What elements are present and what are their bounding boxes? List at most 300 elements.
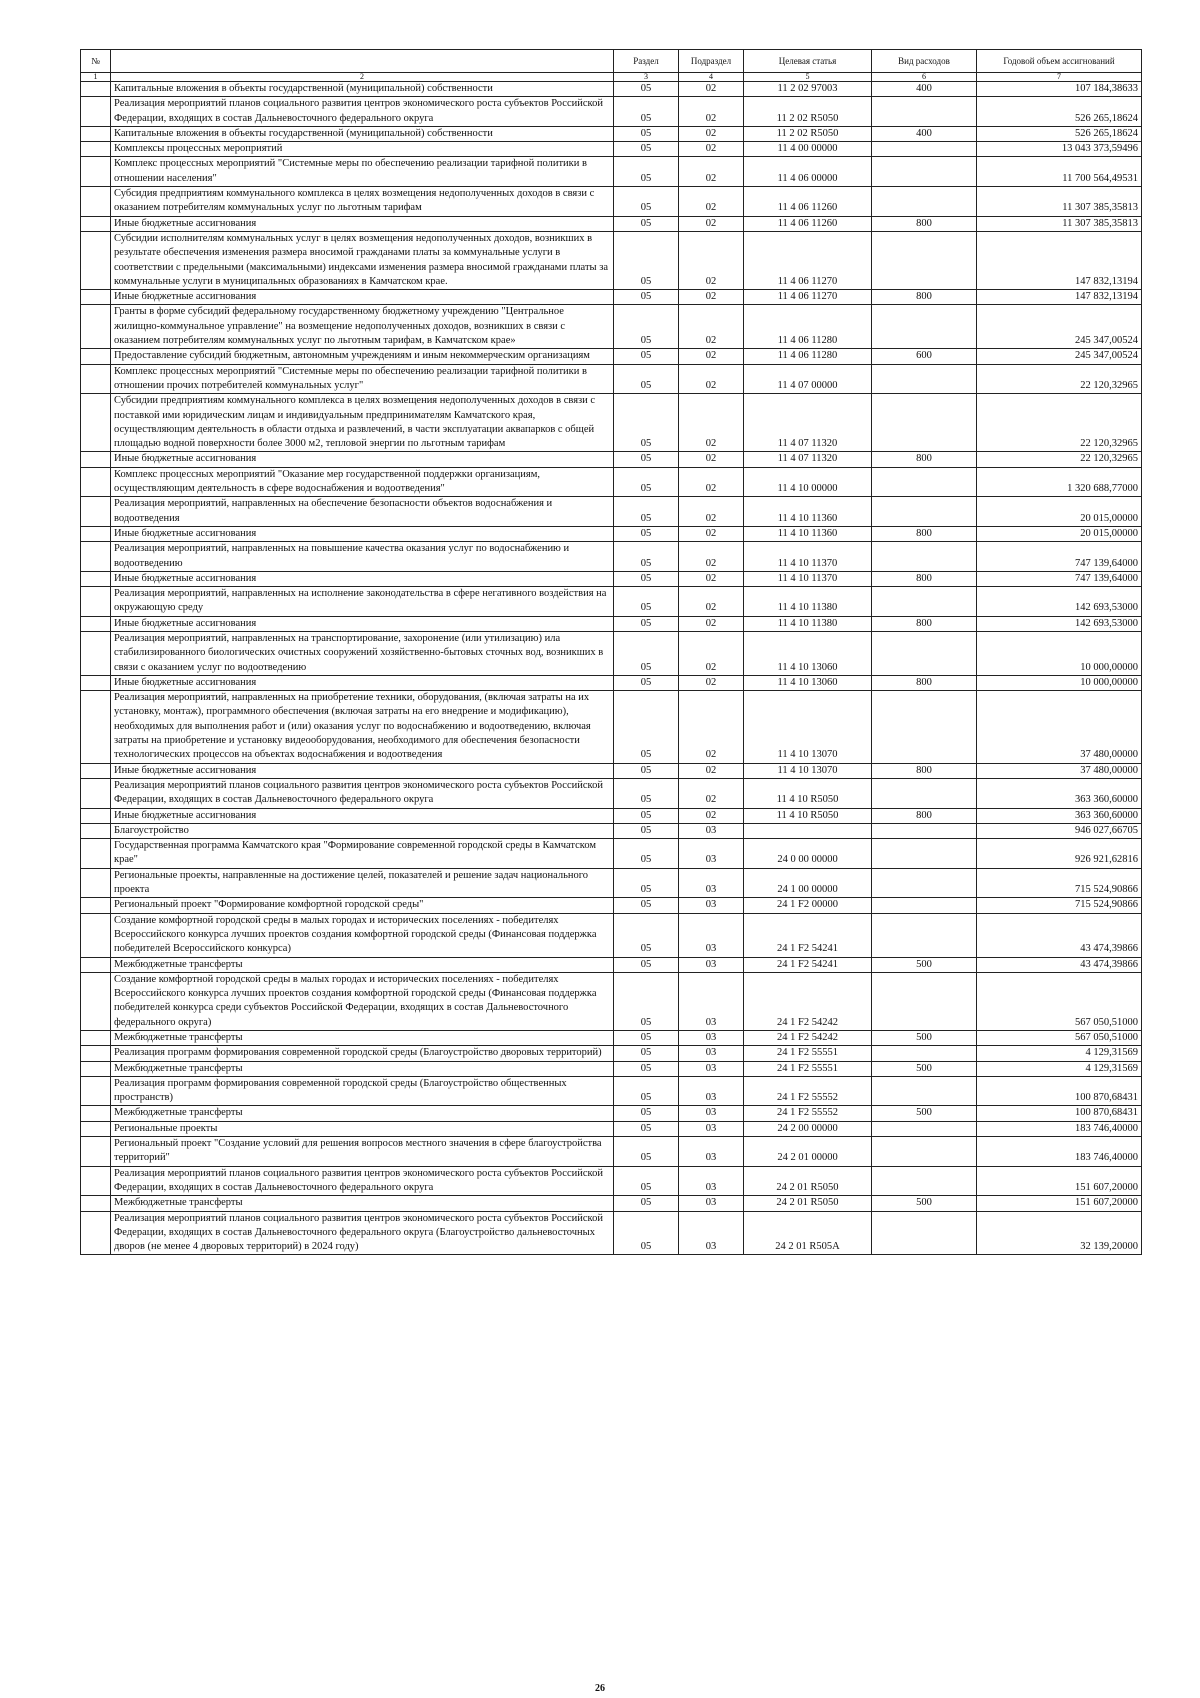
cell-sum: 567 050,51000 — [977, 1031, 1142, 1046]
cell-vid — [872, 394, 977, 452]
cell-vid: 600 — [872, 349, 977, 364]
cell-tselevaya: 11 4 10 13060 — [744, 675, 872, 690]
cell-tselevaya: 24 1 F2 55552 — [744, 1106, 872, 1121]
cell-razdel: 05 — [614, 305, 679, 349]
table-row — [81, 349, 1142, 364]
cell-name: Субсидии исполнителям коммунальных услуг в целях возмещения недополученных доходов, возникших в результате обеспечения изменения размера вносимой гражданами платы за коммунальные услуги в соответствии с предельными (максимальными) индексами изменения размера вносимой гражданами платы за коммунальные услуги в муниципальных образованиях в Камчатском крае. — [111, 231, 614, 289]
cell-sum: 10 000,00000 — [977, 631, 1142, 675]
cell-no — [81, 290, 111, 305]
cell-sum: 32 139,20000 — [977, 1211, 1142, 1255]
cell-name: Реализация мероприятий, направленных на исполнение законодательства в сфере негативного воздействия на окружающую среду — [111, 587, 614, 617]
cell-no — [81, 1166, 111, 1196]
cell-tselevaya: 24 2 01 R5050 — [744, 1166, 872, 1196]
cell-name: Реализация мероприятий планов социального развития центров экономического роста субъектов Российской Федерации, входящих в состав Дальневосточного федерального округа — [111, 778, 614, 808]
table-row — [81, 1196, 1142, 1211]
table-row — [81, 839, 1142, 869]
cell-name: Субсидии предприятиям коммунального комплекса в целях возмещения недополученных доходов в связи с поставкой ими юридическим лицам и индивидуальным предпринимателям Камчатского края, осуществляющим деятельность в области отдыха и развлечений, в части эксплуатации аквапарков с общей площадью водной поверхности более 3000 м2, тепловой энергии по льготным тарифам — [111, 394, 614, 452]
table-row — [81, 763, 1142, 778]
column-number: 6 — [872, 73, 977, 82]
cell-razdel: 05 — [614, 526, 679, 541]
cell-name: Иные бюджетные ассигнования — [111, 616, 614, 631]
cell-sum: 183 746,40000 — [977, 1121, 1142, 1136]
cell-podrazdel: 03 — [679, 1137, 744, 1167]
cell-podrazdel: 02 — [679, 808, 744, 823]
cell-razdel: 05 — [614, 913, 679, 957]
table-row — [81, 868, 1142, 898]
table-row — [81, 898, 1142, 913]
table-row — [81, 631, 1142, 675]
cell-no — [81, 305, 111, 349]
cell-tselevaya: 24 1 F2 54242 — [744, 972, 872, 1030]
cell-podrazdel: 03 — [679, 1106, 744, 1121]
header-no: № — [81, 50, 111, 73]
cell-tselevaya: 24 2 00 00000 — [744, 1121, 872, 1136]
cell-razdel: 05 — [614, 97, 679, 127]
cell-name: Иные бюджетные ассигнования — [111, 526, 614, 541]
cell-tselevaya: 24 1 00 00000 — [744, 868, 872, 898]
cell-sum: 11 307 385,35813 — [977, 216, 1142, 231]
cell-sum: 22 120,32965 — [977, 364, 1142, 394]
cell-no — [81, 467, 111, 497]
cell-sum: 526 265,18624 — [977, 97, 1142, 127]
cell-podrazdel: 03 — [679, 839, 744, 869]
cell-razdel: 05 — [614, 631, 679, 675]
cell-vid — [872, 1121, 977, 1136]
cell-podrazdel: 03 — [679, 823, 744, 838]
cell-sum: 107 184,38633 — [977, 82, 1142, 97]
cell-razdel: 05 — [614, 1196, 679, 1211]
table-row — [81, 972, 1142, 1030]
cell-no — [81, 868, 111, 898]
cell-name: Реализация мероприятий, направленных на приобретение техники, оборудования, (включая затраты на их установку, монтаж), программного обеспечения (включая затраты на его внедрение и модификацию), необходимых для выполнения работ и (или) оказания услуг по водоснабжению и водоотведению, включая затраты на приобретение и установку видеооборудования, необходимого для обеспечения безопасности технологических процессов на объектах водоснабжения и водоотведения — [111, 691, 614, 763]
cell-podrazdel: 03 — [679, 1061, 744, 1076]
cell-vid: 800 — [872, 526, 977, 541]
cell-razdel: 05 — [614, 823, 679, 838]
cell-razdel: 05 — [614, 778, 679, 808]
cell-vid: 500 — [872, 1061, 977, 1076]
cell-tselevaya: 11 4 07 00000 — [744, 364, 872, 394]
table-row — [81, 467, 1142, 497]
cell-vid — [872, 1166, 977, 1196]
cell-sum: 11 307 385,35813 — [977, 187, 1142, 217]
page-number: 26 — [595, 1683, 605, 1694]
cell-name: Капитальные вложения в объекты государственной (муниципальной) собственности — [111, 126, 614, 141]
cell-no — [81, 691, 111, 763]
table-row — [81, 82, 1142, 97]
cell-name: Реализация мероприятий, направленных на повышение качества оказания услуг по водоснабжению и водоотведению — [111, 542, 614, 572]
cell-podrazdel: 03 — [679, 972, 744, 1030]
cell-no — [81, 675, 111, 690]
header-name — [111, 50, 614, 73]
cell-tselevaya: 11 4 06 11280 — [744, 349, 872, 364]
cell-podrazdel: 03 — [679, 868, 744, 898]
cell-tselevaya: 11 4 06 11260 — [744, 216, 872, 231]
cell-no — [81, 526, 111, 541]
cell-podrazdel: 02 — [679, 571, 744, 586]
cell-podrazdel: 02 — [679, 216, 744, 231]
cell-name: Региональные проекты, направленные на достижение целей, показателей и решение задач национального проекта — [111, 868, 614, 898]
cell-tselevaya: 11 4 06 11260 — [744, 187, 872, 217]
cell-no — [81, 972, 111, 1030]
cell-vid — [872, 868, 977, 898]
cell-razdel: 05 — [614, 126, 679, 141]
cell-razdel: 05 — [614, 1031, 679, 1046]
cell-sum: 22 120,32965 — [977, 394, 1142, 452]
cell-no — [81, 497, 111, 527]
cell-podrazdel: 02 — [679, 394, 744, 452]
cell-tselevaya: 24 1 F2 54242 — [744, 1031, 872, 1046]
cell-podrazdel: 03 — [679, 898, 744, 913]
cell-tselevaya: 24 1 F2 55551 — [744, 1061, 872, 1076]
cell-vid: 500 — [872, 1031, 977, 1046]
cell-sum: 363 360,60000 — [977, 808, 1142, 823]
cell-razdel: 05 — [614, 364, 679, 394]
cell-podrazdel: 03 — [679, 913, 744, 957]
cell-vid — [872, 1046, 977, 1061]
cell-podrazdel: 02 — [679, 349, 744, 364]
cell-tselevaya: 11 4 07 11320 — [744, 452, 872, 467]
cell-razdel: 05 — [614, 187, 679, 217]
cell-razdel: 05 — [614, 957, 679, 972]
column-number: 4 — [679, 73, 744, 82]
cell-no — [81, 157, 111, 187]
cell-no — [81, 1076, 111, 1106]
table-row — [81, 97, 1142, 127]
cell-vid — [872, 1137, 977, 1167]
cell-tselevaya: 11 4 10 13070 — [744, 763, 872, 778]
cell-razdel: 05 — [614, 216, 679, 231]
cell-name: Иные бюджетные ассигнования — [111, 216, 614, 231]
cell-no — [81, 394, 111, 452]
cell-sum: 147 832,13194 — [977, 290, 1142, 305]
table-row — [81, 526, 1142, 541]
cell-sum: 37 480,00000 — [977, 691, 1142, 763]
cell-podrazdel: 03 — [679, 1166, 744, 1196]
cell-no — [81, 231, 111, 289]
cell-tselevaya: 11 4 10 00000 — [744, 467, 872, 497]
cell-sum: 1 320 688,77000 — [977, 467, 1142, 497]
cell-name: Реализация мероприятий, направленных на обеспечение безопасности объектов водоснабжения и водоотведения — [111, 497, 614, 527]
cell-sum: 100 870,68431 — [977, 1106, 1142, 1121]
cell-tselevaya: 11 4 10 R5050 — [744, 778, 872, 808]
cell-razdel: 05 — [614, 808, 679, 823]
cell-podrazdel: 02 — [679, 364, 744, 394]
cell-no — [81, 1046, 111, 1061]
cell-name: Благоустройство — [111, 823, 614, 838]
cell-tselevaya: 24 1 F2 00000 — [744, 898, 872, 913]
cell-razdel: 05 — [614, 587, 679, 617]
header-obem: Годовой объем ассигнований — [977, 50, 1142, 73]
cell-razdel: 05 — [614, 142, 679, 157]
cell-podrazdel: 02 — [679, 616, 744, 631]
cell-podrazdel: 02 — [679, 763, 744, 778]
table-row — [81, 497, 1142, 527]
cell-podrazdel: 02 — [679, 778, 744, 808]
cell-sum: 4 129,31569 — [977, 1046, 1142, 1061]
cell-name: Реализация мероприятий планов социального развития центров экономического роста субъектов Российской Федерации, входящих в состав Дальневосточного федерального округа — [111, 97, 614, 127]
cell-no — [81, 126, 111, 141]
cell-vid — [872, 972, 977, 1030]
column-number: 1 — [81, 73, 111, 82]
cell-tselevaya: 11 4 06 11270 — [744, 231, 872, 289]
cell-podrazdel: 02 — [679, 631, 744, 675]
cell-tselevaya: 11 4 10 11380 — [744, 587, 872, 617]
cell-sum: 43 474,39866 — [977, 957, 1142, 972]
table-row — [81, 452, 1142, 467]
cell-sum: 10 000,00000 — [977, 675, 1142, 690]
column-number: 7 — [977, 73, 1142, 82]
cell-razdel: 05 — [614, 1166, 679, 1196]
cell-sum: 245 347,00524 — [977, 305, 1142, 349]
cell-name: Реализация мероприятий планов социального развития центров экономического роста субъектов Российской Федерации, входящих в состав Дальневосточного федерального округа — [111, 1166, 614, 1196]
cell-no — [81, 452, 111, 467]
cell-vid — [872, 157, 977, 187]
cell-razdel: 05 — [614, 1211, 679, 1255]
cell-podrazdel: 03 — [679, 1076, 744, 1106]
cell-razdel: 05 — [614, 1061, 679, 1076]
cell-sum: 100 870,68431 — [977, 1076, 1142, 1106]
column-number: 5 — [744, 73, 872, 82]
table-row — [81, 231, 1142, 289]
cell-sum: 715 524,90866 — [977, 898, 1142, 913]
cell-sum: 946 027,66705 — [977, 823, 1142, 838]
cell-razdel: 05 — [614, 542, 679, 572]
cell-vid: 800 — [872, 763, 977, 778]
cell-sum: 13 043 373,59496 — [977, 142, 1142, 157]
table-row — [81, 913, 1142, 957]
cell-razdel: 05 — [614, 231, 679, 289]
cell-podrazdel: 02 — [679, 587, 744, 617]
table-row — [81, 1076, 1142, 1106]
cell-vid — [872, 142, 977, 157]
cell-sum: 37 480,00000 — [977, 763, 1142, 778]
cell-vid — [872, 823, 977, 838]
cell-podrazdel: 02 — [679, 157, 744, 187]
table-row — [81, 1137, 1142, 1167]
cell-name: Создание комфортной городской среды в малых городах и исторических поселениях - победителях Всероссийского конкурса лучших проектов создания комфортной городской среды (Финансовая поддержка победителей конкурса среди субъектов Российской Федерации, входящих в состав Дальневосточного федерального округа) — [111, 972, 614, 1030]
table-row — [81, 1031, 1142, 1046]
cell-razdel: 05 — [614, 763, 679, 778]
cell-vid — [872, 778, 977, 808]
cell-tselevaya: 24 1 F2 54241 — [744, 957, 872, 972]
cell-vid — [872, 497, 977, 527]
table-row — [81, 957, 1142, 972]
cell-razdel: 05 — [614, 691, 679, 763]
cell-podrazdel: 02 — [679, 497, 744, 527]
cell-name: Реализация мероприятий планов социального развития центров экономического роста субъектов Российской Федерации, входящих в состав Дальневосточного федерального округа (Благоустройство дальневосточных дворов (не менее 4 дворовых территорий) в 2024 году) — [111, 1211, 614, 1255]
cell-tselevaya: 11 4 00 00000 — [744, 142, 872, 157]
cell-no — [81, 1031, 111, 1046]
cell-no — [81, 349, 111, 364]
cell-podrazdel: 02 — [679, 187, 744, 217]
cell-tselevaya: 11 4 06 11280 — [744, 305, 872, 349]
cell-no — [81, 913, 111, 957]
cell-name: Создание комфортной городской среды в малых городах и исторических поселениях - победителях Всероссийского конкурса лучших проектов создания комфортной городской среды (Финансовая поддержка победителей Всероссийского конкурса) — [111, 913, 614, 957]
table-row — [81, 675, 1142, 690]
cell-name: Иные бюджетные ассигнования — [111, 808, 614, 823]
cell-vid — [872, 1211, 977, 1255]
cell-podrazdel: 02 — [679, 691, 744, 763]
cell-no — [81, 616, 111, 631]
table-row — [81, 1166, 1142, 1196]
cell-sum: 926 921,62816 — [977, 839, 1142, 869]
cell-razdel: 05 — [614, 452, 679, 467]
table-row — [81, 616, 1142, 631]
cell-vid — [872, 305, 977, 349]
cell-razdel: 05 — [614, 82, 679, 97]
cell-name: Комплекс процессных мероприятий "Системные меры по обеспечению реализации тарифной политики в отношении населения" — [111, 157, 614, 187]
cell-no — [81, 1061, 111, 1076]
table-row — [81, 691, 1142, 763]
cell-razdel: 05 — [614, 290, 679, 305]
cell-name: Государственная программа Камчатского края "Формирование современной городской среды в Камчатском крае" — [111, 839, 614, 869]
cell-tselevaya: 11 4 06 00000 — [744, 157, 872, 187]
cell-tselevaya: 11 4 10 R5050 — [744, 808, 872, 823]
cell-razdel: 05 — [614, 349, 679, 364]
cell-name: Комплекс процессных мероприятий "Оказание мер государственной поддержки организациям, осуществляющим деятельность в сфере водоснабжения и водоотведения" — [111, 467, 614, 497]
cell-podrazdel: 02 — [679, 467, 744, 497]
cell-no — [81, 1137, 111, 1167]
budget-table — [80, 49, 1142, 1255]
header-tselevaya: Целевая статья — [744, 50, 872, 73]
cell-vid — [872, 691, 977, 763]
cell-tselevaya: 24 1 F2 55552 — [744, 1076, 872, 1106]
cell-podrazdel: 02 — [679, 97, 744, 127]
cell-tselevaya — [744, 823, 872, 838]
column-number: 2 — [111, 73, 614, 82]
cell-vid — [872, 1076, 977, 1106]
table-row — [81, 1211, 1142, 1255]
budget-table-container — [80, 49, 1141, 1255]
cell-tselevaya: 11 4 10 11370 — [744, 542, 872, 572]
cell-sum: 245 347,00524 — [977, 349, 1142, 364]
cell-vid: 500 — [872, 957, 977, 972]
cell-tselevaya: 24 1 F2 55551 — [744, 1046, 872, 1061]
cell-sum: 22 120,32965 — [977, 452, 1142, 467]
cell-vid: 400 — [872, 82, 977, 97]
table-row — [81, 364, 1142, 394]
cell-sum: 183 746,40000 — [977, 1137, 1142, 1167]
cell-tselevaya: 11 4 06 11270 — [744, 290, 872, 305]
cell-razdel: 05 — [614, 497, 679, 527]
cell-name: Межбюджетные трансферты — [111, 1031, 614, 1046]
cell-name: Региональные проекты — [111, 1121, 614, 1136]
cell-vid — [872, 587, 977, 617]
cell-no — [81, 187, 111, 217]
cell-no — [81, 839, 111, 869]
cell-razdel: 05 — [614, 1046, 679, 1061]
cell-no — [81, 1121, 111, 1136]
table-row — [81, 187, 1142, 217]
cell-vid — [872, 364, 977, 394]
cell-tselevaya: 11 4 10 11360 — [744, 497, 872, 527]
cell-razdel: 05 — [614, 1137, 679, 1167]
cell-vid: 800 — [872, 290, 977, 305]
table-row — [81, 1106, 1142, 1121]
table-row — [81, 542, 1142, 572]
cell-podrazdel: 03 — [679, 1046, 744, 1061]
table-row — [81, 1061, 1142, 1076]
cell-no — [81, 808, 111, 823]
cell-tselevaya: 11 4 10 11380 — [744, 616, 872, 631]
cell-razdel: 05 — [614, 467, 679, 497]
cell-name: Предоставление субсидий бюджетным, автономным учреждениям и иным некоммерческим организациям — [111, 349, 614, 364]
cell-name: Иные бюджетные ассигнования — [111, 675, 614, 690]
cell-sum: 142 693,53000 — [977, 616, 1142, 631]
cell-vid — [872, 467, 977, 497]
cell-tselevaya: 24 2 01 R5050 — [744, 1196, 872, 1211]
cell-no — [81, 898, 111, 913]
table-row — [81, 157, 1142, 187]
column-numbers-row — [81, 73, 1142, 82]
cell-vid — [872, 97, 977, 127]
cell-razdel: 05 — [614, 616, 679, 631]
cell-vid: 500 — [872, 1106, 977, 1121]
cell-name: Реализация мероприятий, направленных на транспортирование, захоронение (или утилизацию) ила стабилизированного биологических очистных сооружений хозяйственно-бытовых сточных вод, возникших в связи с оказанием услуг по водоотведению — [111, 631, 614, 675]
table-row — [81, 394, 1142, 452]
cell-no — [81, 82, 111, 97]
cell-vid — [872, 231, 977, 289]
cell-sum: 363 360,60000 — [977, 778, 1142, 808]
cell-podrazdel: 02 — [679, 142, 744, 157]
table-row — [81, 216, 1142, 231]
column-number: 3 — [614, 73, 679, 82]
cell-vid — [872, 839, 977, 869]
cell-name: Иные бюджетные ассигнования — [111, 763, 614, 778]
cell-name: Иные бюджетные ассигнования — [111, 571, 614, 586]
cell-name: Межбюджетные трансферты — [111, 1196, 614, 1211]
cell-tselevaya: 24 0 00 00000 — [744, 839, 872, 869]
cell-name: Межбюджетные трансферты — [111, 1106, 614, 1121]
table-row — [81, 587, 1142, 617]
cell-name: Иные бюджетные ассигнования — [111, 290, 614, 305]
cell-sum: 20 015,00000 — [977, 526, 1142, 541]
cell-podrazdel: 03 — [679, 1031, 744, 1046]
cell-no — [81, 1106, 111, 1121]
table-row — [81, 1046, 1142, 1061]
cell-vid: 800 — [872, 452, 977, 467]
cell-no — [81, 823, 111, 838]
table-row — [81, 305, 1142, 349]
cell-tselevaya: 11 2 02 97003 — [744, 82, 872, 97]
cell-razdel: 05 — [614, 972, 679, 1030]
cell-podrazdel: 02 — [679, 231, 744, 289]
cell-tselevaya: 11 4 07 11320 — [744, 394, 872, 452]
cell-tselevaya: 24 1 F2 54241 — [744, 913, 872, 957]
cell-no — [81, 957, 111, 972]
cell-sum: 151 607,20000 — [977, 1196, 1142, 1211]
cell-podrazdel: 02 — [679, 290, 744, 305]
cell-razdel: 05 — [614, 394, 679, 452]
header-podrazdel: Подраздел — [679, 50, 744, 73]
cell-vid — [872, 898, 977, 913]
cell-vid — [872, 542, 977, 572]
cell-sum: 747 139,64000 — [977, 542, 1142, 572]
table-row — [81, 778, 1142, 808]
cell-vid: 800 — [872, 675, 977, 690]
cell-sum: 20 015,00000 — [977, 497, 1142, 527]
table-row — [81, 808, 1142, 823]
cell-vid: 800 — [872, 616, 977, 631]
cell-vid: 500 — [872, 1196, 977, 1211]
cell-vid: 400 — [872, 126, 977, 141]
cell-razdel: 05 — [614, 1076, 679, 1106]
cell-tselevaya: 11 4 10 11370 — [744, 571, 872, 586]
cell-tselevaya: 11 2 02 R5050 — [744, 97, 872, 127]
cell-name: Межбюджетные трансферты — [111, 1061, 614, 1076]
cell-name: Комплекс процессных мероприятий "Системные меры по обеспечению реализации тарифной политики в отношении прочих потребителей коммунальных услуг" — [111, 364, 614, 394]
cell-sum: 715 524,90866 — [977, 868, 1142, 898]
